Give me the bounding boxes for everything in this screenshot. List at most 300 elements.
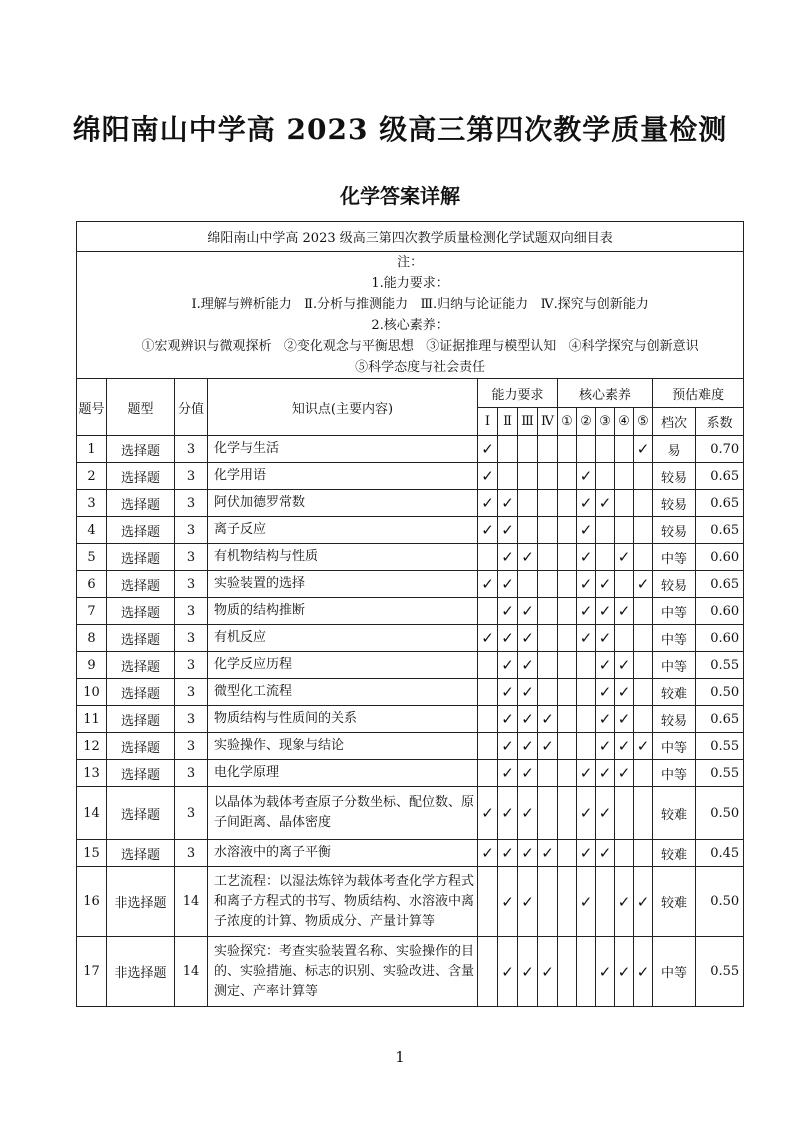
header-literacy-5: ⑤ — [634, 408, 653, 436]
cell-topic: 化学与生活 — [208, 436, 478, 463]
check-literacy-5 — [634, 652, 653, 679]
check-literacy-2: ✓ — [577, 463, 596, 490]
cell-topic: 有机物结构与性质 — [208, 544, 478, 571]
ability-heading: 1.能力要求： — [371, 276, 449, 291]
cell-no: 16 — [77, 867, 107, 937]
cell-level: 中等 — [653, 760, 696, 787]
check-ability-1: ✓ — [478, 463, 498, 490]
cell-no: 10 — [77, 679, 107, 706]
check-literacy-4: ✓ — [615, 544, 634, 571]
check-ability-4 — [538, 760, 558, 787]
cell-level: 中等 — [653, 544, 696, 571]
check-literacy-5 — [634, 760, 653, 787]
cell-level: 较难 — [653, 840, 696, 867]
table-caption: 绵阳南山中学高 2023 级高三第四次教学质量检测化学试题双向细目表 — [77, 222, 744, 252]
header-topic: 知识点(主要内容) — [208, 379, 478, 436]
header-coef: 系数 — [696, 408, 744, 436]
cell-no: 14 — [77, 787, 107, 840]
check-literacy-4 — [615, 463, 634, 490]
check-ability-2: ✓ — [498, 652, 518, 679]
cell-coef: 0.55 — [696, 733, 744, 760]
check-literacy-1 — [558, 517, 577, 544]
header-score: 分值 — [175, 379, 208, 436]
cell-type: 选择题 — [107, 679, 175, 706]
cell-level: 中等 — [653, 652, 696, 679]
check-literacy-3: ✓ — [596, 706, 615, 733]
cell-no: 13 — [77, 760, 107, 787]
cell-score: 3 — [175, 625, 208, 652]
check-ability-1 — [478, 544, 498, 571]
table-row — [77, 867, 744, 937]
check-ability-4: ✓ — [538, 840, 558, 867]
cell-type: 选择题 — [107, 463, 175, 490]
check-ability-3: ✓ — [518, 544, 538, 571]
cell-score: 3 — [175, 544, 208, 571]
check-ability-2: ✓ — [498, 840, 518, 867]
check-ability-3 — [518, 463, 538, 490]
check-literacy-3: ✓ — [596, 733, 615, 760]
check-literacy-3: ✓ — [596, 652, 615, 679]
check-literacy-2 — [577, 733, 596, 760]
cell-no: 3 — [77, 490, 107, 517]
check-literacy-4: ✓ — [615, 679, 634, 706]
check-ability-2: ✓ — [498, 625, 518, 652]
cell-score: 3 — [175, 706, 208, 733]
check-ability-3: ✓ — [518, 598, 538, 625]
check-ability-4 — [538, 544, 558, 571]
cell-coef: 0.60 — [696, 544, 744, 571]
check-ability-3: ✓ — [518, 652, 538, 679]
check-literacy-4 — [615, 787, 634, 840]
check-literacy-3 — [596, 517, 615, 544]
cell-level: 较难 — [653, 867, 696, 937]
check-ability-1: ✓ — [478, 571, 498, 598]
check-literacy-1 — [558, 706, 577, 733]
header-ability-2: Ⅱ — [498, 408, 518, 436]
header-literacy-3: ③ — [596, 408, 615, 436]
cell-no: 11 — [77, 706, 107, 733]
cell-score: 3 — [175, 463, 208, 490]
table-row — [77, 436, 744, 463]
header-difficulty: 预估难度 — [653, 379, 744, 408]
check-literacy-3: ✓ — [596, 598, 615, 625]
check-ability-2: ✓ — [498, 679, 518, 706]
cell-level: 中等 — [653, 625, 696, 652]
cell-no: 4 — [77, 517, 107, 544]
page-number: 1 — [395, 1048, 405, 1066]
check-literacy-3: ✓ — [596, 679, 615, 706]
cell-topic: 物质结构与性质间的关系 — [208, 706, 478, 733]
check-literacy-4: ✓ — [615, 706, 634, 733]
check-literacy-5: ✓ — [634, 937, 653, 1007]
check-literacy-4 — [615, 571, 634, 598]
check-literacy-2: ✓ — [577, 490, 596, 517]
cell-coef: 0.60 — [696, 625, 744, 652]
page-subtitle: 化学答案详解 — [340, 184, 460, 208]
cell-no: 5 — [77, 544, 107, 571]
check-literacy-1 — [558, 544, 577, 571]
check-literacy-3: ✓ — [596, 787, 615, 840]
check-ability-4 — [538, 571, 558, 598]
cell-no: 7 — [77, 598, 107, 625]
check-literacy-5 — [634, 787, 653, 840]
cell-level: 较易 — [653, 571, 696, 598]
check-ability-3 — [518, 571, 538, 598]
cell-type: 选择题 — [107, 787, 175, 840]
check-ability-1 — [478, 733, 498, 760]
check-ability-2: ✓ — [498, 571, 518, 598]
check-ability-4: ✓ — [538, 706, 558, 733]
table-notes — [77, 252, 744, 379]
table-row — [77, 463, 744, 490]
header-literacy-4: ④ — [615, 408, 634, 436]
cell-no: 12 — [77, 733, 107, 760]
cell-topic: 电化学原理 — [208, 760, 478, 787]
check-ability-1 — [478, 652, 498, 679]
check-literacy-5: ✓ — [634, 733, 653, 760]
check-literacy-3 — [596, 544, 615, 571]
cell-topic: 阿伏加德罗常数 — [208, 490, 478, 517]
cell-type: 选择题 — [107, 436, 175, 463]
cell-level: 较易 — [653, 490, 696, 517]
header-literacy-1: ① — [558, 408, 577, 436]
spec-table — [76, 221, 744, 1007]
cell-level: 较难 — [653, 679, 696, 706]
table-row — [77, 598, 744, 625]
table-row — [77, 733, 744, 760]
cell-score: 3 — [175, 679, 208, 706]
cell-level: 较易 — [653, 706, 696, 733]
table-row — [77, 544, 744, 571]
check-literacy-5 — [634, 490, 653, 517]
check-ability-1 — [478, 760, 498, 787]
check-ability-1: ✓ — [478, 787, 498, 840]
check-ability-3: ✓ — [518, 840, 538, 867]
check-literacy-2 — [577, 679, 596, 706]
table-row — [77, 706, 744, 733]
check-ability-3 — [518, 436, 538, 463]
cell-coef: 0.60 — [696, 598, 744, 625]
cell-type: 选择题 — [107, 760, 175, 787]
cell-coef: 0.65 — [696, 706, 744, 733]
check-literacy-2: ✓ — [577, 544, 596, 571]
cell-score: 3 — [175, 571, 208, 598]
cell-type: 选择题 — [107, 840, 175, 867]
check-literacy-3: ✓ — [596, 571, 615, 598]
cell-type: 选择题 — [107, 625, 175, 652]
check-literacy-1 — [558, 652, 577, 679]
cell-score: 3 — [175, 436, 208, 463]
cell-topic: 化学反应历程 — [208, 652, 478, 679]
cell-type: 非选择题 — [107, 937, 175, 1007]
check-ability-4: ✓ — [538, 937, 558, 1007]
check-literacy-5 — [634, 706, 653, 733]
notes-heading: 注： — [397, 255, 424, 270]
cell-coef: 0.65 — [696, 571, 744, 598]
check-literacy-3: ✓ — [596, 937, 615, 1007]
check-ability-3: ✓ — [518, 867, 538, 937]
check-literacy-4: ✓ — [615, 867, 634, 937]
cell-topic: 化学用语 — [208, 463, 478, 490]
check-literacy-5 — [634, 463, 653, 490]
cell-score: 3 — [175, 733, 208, 760]
check-ability-4 — [538, 598, 558, 625]
cell-score: 3 — [175, 787, 208, 840]
cell-level: 中等 — [653, 937, 696, 1007]
cell-coef: 0.65 — [696, 517, 744, 544]
cell-level: 易 — [653, 436, 696, 463]
check-literacy-1 — [558, 490, 577, 517]
cell-no: 6 — [77, 571, 107, 598]
check-ability-4: ✓ — [538, 733, 558, 760]
table-row — [77, 625, 744, 652]
check-literacy-1 — [558, 787, 577, 840]
check-ability-4 — [538, 867, 558, 937]
check-literacy-4 — [615, 625, 634, 652]
check-ability-3: ✓ — [518, 787, 538, 840]
check-literacy-2 — [577, 436, 596, 463]
cell-coef: 0.50 — [696, 787, 744, 840]
cell-score: 3 — [175, 490, 208, 517]
check-ability-2 — [498, 436, 518, 463]
table-row — [77, 517, 744, 544]
cell-no: 8 — [77, 625, 107, 652]
check-literacy-1 — [558, 867, 577, 937]
check-literacy-4 — [615, 840, 634, 867]
check-ability-1: ✓ — [478, 840, 498, 867]
table-row — [77, 652, 744, 679]
check-literacy-3 — [596, 463, 615, 490]
check-ability-1: ✓ — [478, 490, 498, 517]
cell-no: 9 — [77, 652, 107, 679]
cell-level: 较易 — [653, 463, 696, 490]
cell-score: 14 — [175, 937, 208, 1007]
check-ability-3: ✓ — [518, 937, 538, 1007]
cell-no: 1 — [77, 436, 107, 463]
table-row — [77, 840, 744, 867]
check-literacy-2: ✓ — [577, 625, 596, 652]
header-level: 档次 — [653, 408, 696, 436]
table-row — [77, 760, 744, 787]
check-ability-3: ✓ — [518, 706, 538, 733]
check-literacy-3 — [596, 867, 615, 937]
table-row — [77, 937, 744, 1007]
check-ability-2: ✓ — [498, 598, 518, 625]
check-literacy-2 — [577, 706, 596, 733]
cell-no: 2 — [77, 463, 107, 490]
cell-type: 选择题 — [107, 544, 175, 571]
check-literacy-1 — [558, 733, 577, 760]
check-literacy-2: ✓ — [577, 840, 596, 867]
cell-type: 选择题 — [107, 652, 175, 679]
cell-coef: 0.50 — [696, 679, 744, 706]
check-literacy-2: ✓ — [577, 571, 596, 598]
check-literacy-5: ✓ — [634, 867, 653, 937]
check-literacy-5 — [634, 544, 653, 571]
check-ability-1 — [478, 937, 498, 1007]
check-ability-4 — [538, 787, 558, 840]
check-literacy-4 — [615, 490, 634, 517]
cell-score: 14 — [175, 867, 208, 937]
cell-score: 3 — [175, 598, 208, 625]
cell-type: 选择题 — [107, 598, 175, 625]
check-literacy-5 — [634, 598, 653, 625]
check-ability-3 — [518, 490, 538, 517]
cell-topic: 有机反应 — [208, 625, 478, 652]
check-ability-1: ✓ — [478, 517, 498, 544]
check-literacy-5 — [634, 679, 653, 706]
cell-level: 较易 — [653, 517, 696, 544]
check-literacy-4: ✓ — [615, 652, 634, 679]
header-type: 题型 — [107, 379, 175, 436]
header-ability-4: Ⅳ — [538, 408, 558, 436]
check-literacy-4 — [615, 436, 634, 463]
header-literacy-2: ② — [577, 408, 596, 436]
check-literacy-1 — [558, 679, 577, 706]
cell-topic: 实验操作、现象与结论 — [208, 733, 478, 760]
cell-score: 3 — [175, 840, 208, 867]
check-ability-4 — [538, 652, 558, 679]
cell-topic: 水溶液中的离子平衡 — [208, 840, 478, 867]
page-title: 绵阳南山中学高 2023 级高三第四次教学质量检测 — [72, 113, 728, 146]
ability-items: Ⅰ.理解与辨析能力 Ⅱ.分析与推测能力 Ⅲ.归纳与论证能力 Ⅳ.探究与创新能力 — [191, 297, 649, 312]
cell-type: 选择题 — [107, 706, 175, 733]
check-literacy-2: ✓ — [577, 598, 596, 625]
check-literacy-2 — [577, 652, 596, 679]
check-literacy-4: ✓ — [615, 937, 634, 1007]
cell-level: 较难 — [653, 787, 696, 840]
check-ability-2: ✓ — [498, 937, 518, 1007]
check-ability-3: ✓ — [518, 679, 538, 706]
check-literacy-2: ✓ — [577, 517, 596, 544]
check-literacy-1 — [558, 937, 577, 1007]
check-literacy-3: ✓ — [596, 490, 615, 517]
check-literacy-3: ✓ — [596, 840, 615, 867]
cell-coef: 0.55 — [696, 937, 744, 1007]
cell-no: 17 — [77, 937, 107, 1007]
check-ability-2: ✓ — [498, 544, 518, 571]
check-literacy-2: ✓ — [577, 787, 596, 840]
cell-score: 3 — [175, 760, 208, 787]
check-literacy-1 — [558, 598, 577, 625]
check-literacy-5 — [634, 840, 653, 867]
cell-type: 选择题 — [107, 571, 175, 598]
table-row — [77, 679, 744, 706]
check-literacy-5 — [634, 517, 653, 544]
cell-type: 非选择题 — [107, 867, 175, 937]
table-row — [77, 787, 744, 840]
check-ability-1 — [478, 679, 498, 706]
check-literacy-3: ✓ — [596, 760, 615, 787]
check-literacy-2: ✓ — [577, 760, 596, 787]
check-literacy-2: ✓ — [577, 867, 596, 937]
check-ability-4 — [538, 436, 558, 463]
cell-coef: 0.55 — [696, 652, 744, 679]
cell-type: 选择题 — [107, 490, 175, 517]
check-ability-2: ✓ — [498, 733, 518, 760]
cell-coef: 0.50 — [696, 867, 744, 937]
cell-coef: 0.55 — [696, 760, 744, 787]
check-ability-1 — [478, 706, 498, 733]
check-ability-2: ✓ — [498, 787, 518, 840]
check-literacy-1 — [558, 463, 577, 490]
check-ability-2: ✓ — [498, 760, 518, 787]
check-ability-4 — [538, 463, 558, 490]
cell-coef: 0.65 — [696, 490, 744, 517]
cell-score: 3 — [175, 517, 208, 544]
check-ability-2: ✓ — [498, 490, 518, 517]
check-ability-4 — [538, 625, 558, 652]
check-literacy-1 — [558, 625, 577, 652]
check-ability-4 — [538, 490, 558, 517]
check-ability-2: ✓ — [498, 867, 518, 937]
check-literacy-5: ✓ — [634, 571, 653, 598]
check-literacy-2 — [577, 937, 596, 1007]
cell-coef: 0.70 — [696, 436, 744, 463]
check-literacy-3 — [596, 436, 615, 463]
check-ability-4 — [538, 517, 558, 544]
check-ability-1 — [478, 598, 498, 625]
header-literacy: 核心素养 — [558, 379, 653, 408]
check-literacy-5: ✓ — [634, 436, 653, 463]
cell-topic: 微型化工流程 — [208, 679, 478, 706]
cell-topic: 物质的结构推断 — [208, 598, 478, 625]
check-ability-2 — [498, 463, 518, 490]
check-ability-3: ✓ — [518, 733, 538, 760]
literacy-items-1: ①宏观辨识与微观探析 ②变化观念与平衡思想 ③证据推理与模型认知 ④科学探究与创新意识 — [141, 339, 699, 354]
header-ability-1: Ⅰ — [478, 408, 498, 436]
cell-coef: 0.65 — [696, 463, 744, 490]
cell-level: 中等 — [653, 598, 696, 625]
check-ability-2: ✓ — [498, 706, 518, 733]
check-ability-1: ✓ — [478, 436, 498, 463]
check-ability-2: ✓ — [498, 517, 518, 544]
literacy-heading: 2.核心素养： — [371, 318, 449, 333]
check-ability-1 — [478, 867, 498, 937]
check-literacy-1 — [558, 436, 577, 463]
cell-topic: 实验装置的选择 — [208, 571, 478, 598]
check-literacy-3: ✓ — [596, 625, 615, 652]
check-literacy-1 — [558, 760, 577, 787]
cell-type: 选择题 — [107, 733, 175, 760]
cell-topic: 离子反应 — [208, 517, 478, 544]
cell-score: 3 — [175, 652, 208, 679]
check-ability-3 — [518, 517, 538, 544]
check-ability-4 — [538, 679, 558, 706]
cell-coef: 0.45 — [696, 840, 744, 867]
check-literacy-1 — [558, 571, 577, 598]
table-row — [77, 490, 744, 517]
cell-type: 选择题 — [107, 517, 175, 544]
check-ability-3: ✓ — [518, 625, 538, 652]
check-literacy-5 — [634, 625, 653, 652]
cell-no: 15 — [77, 840, 107, 867]
check-literacy-4: ✓ — [615, 598, 634, 625]
literacy-items-2: ⑤科学态度与社会责任 — [355, 360, 486, 375]
header-no: 题号 — [77, 379, 107, 436]
check-literacy-1 — [558, 840, 577, 867]
check-ability-1: ✓ — [478, 625, 498, 652]
cell-topic: 以晶体为载体考查原子分数坐标、配位数、原子间距离、晶体密度 — [208, 787, 478, 840]
cell-level: 中等 — [653, 733, 696, 760]
check-literacy-4 — [615, 517, 634, 544]
cell-topic: 工艺流程：以湿法炼锌为载体考查化学方程式和离子方程式的书写、物质结构、水溶液中离子浓度的计算、物质成分、产量计算等 — [208, 867, 478, 937]
check-ability-3: ✓ — [518, 760, 538, 787]
header-ability: 能力要求 — [478, 379, 558, 408]
header-ability-3: Ⅲ — [518, 408, 538, 436]
table-row — [77, 571, 744, 598]
cell-topic: 实验探究：考查实验装置名称、实验操作的目的、实验措施、标志的识别、实验改进、含量测定、产率计算等 — [208, 937, 478, 1007]
